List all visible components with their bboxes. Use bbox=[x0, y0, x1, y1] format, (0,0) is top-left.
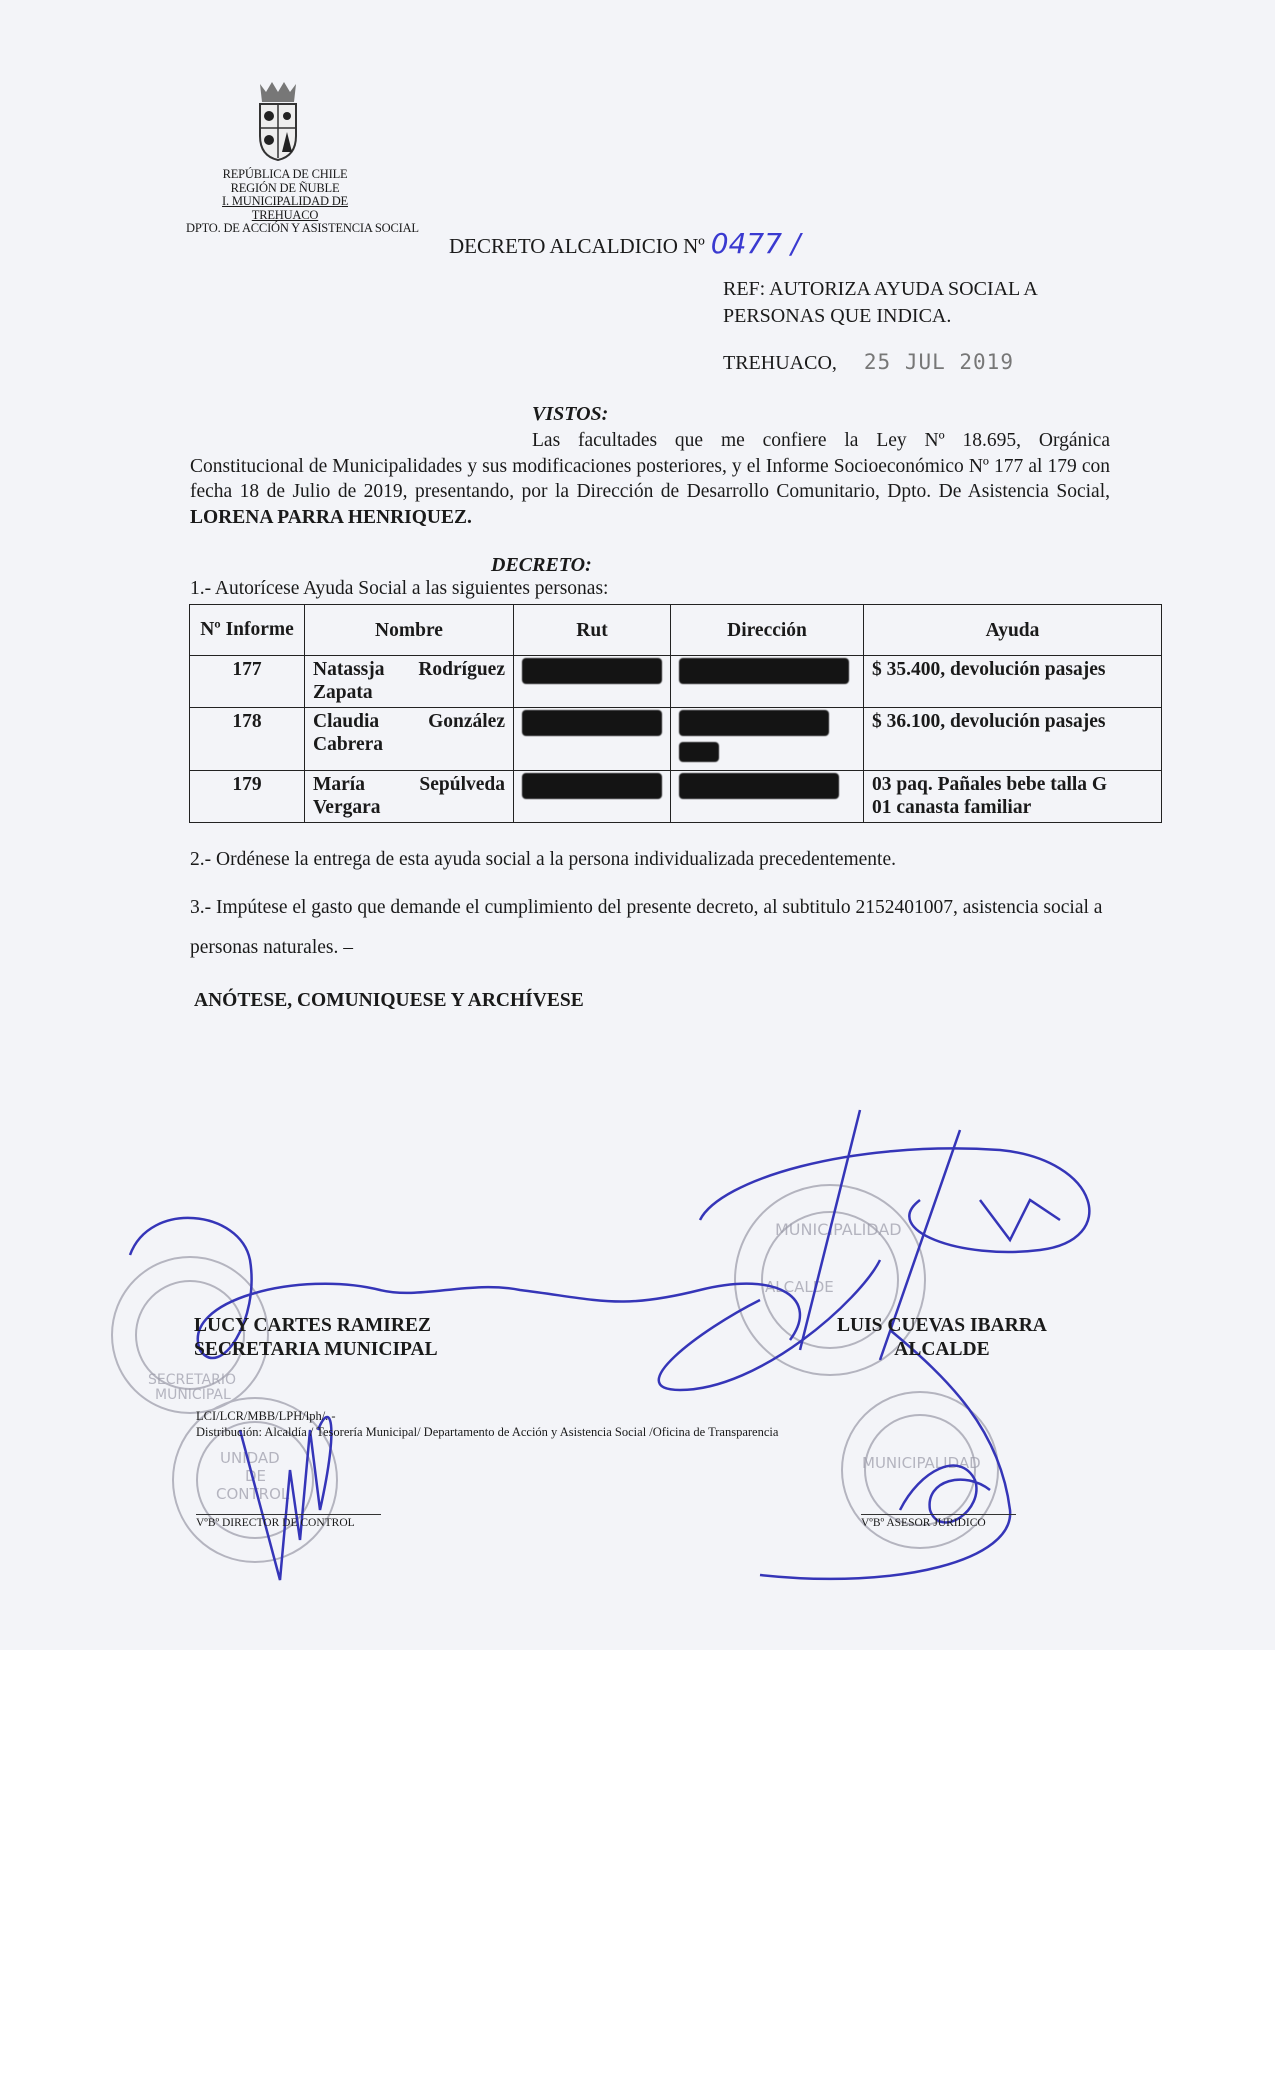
signature-block-secretaria bbox=[194, 1314, 438, 1362]
svg-text:UNIDAD: UNIDAD bbox=[220, 1449, 280, 1467]
table-row bbox=[190, 708, 1162, 771]
svg-text:MUNICIPALIDAD: MUNICIPALIDAD bbox=[862, 1454, 981, 1472]
nombre-line-2: Cabrera bbox=[313, 734, 384, 755]
beneficiaries-table bbox=[189, 604, 1162, 823]
distribution-list: Distribución: Alcaldía / Tesorería Municipal/ Departamento de Acción y Asistencia Social /Oficina de Transparencia bbox=[196, 1425, 779, 1439]
date-stamp: 25 JUL 2019 bbox=[863, 350, 1014, 374]
city: TREHUACO, bbox=[723, 352, 837, 374]
svg-text:CONTROL: CONTROL bbox=[216, 1485, 290, 1503]
letterhead bbox=[186, 167, 419, 236]
svg-text:MUNICIPALIDAD: MUNICIPALIDAD bbox=[775, 1220, 902, 1239]
cell-informe: 179 bbox=[190, 771, 305, 823]
cell-nombre bbox=[305, 656, 514, 708]
redaction-mark bbox=[522, 710, 662, 736]
redaction-mark bbox=[522, 773, 662, 799]
letterhead-region: REGIÓN DE ÑUBLE bbox=[230, 180, 340, 195]
cell-informe: 178 bbox=[190, 708, 305, 771]
table-header-row bbox=[190, 605, 1162, 656]
col-rut: Rut bbox=[514, 605, 671, 656]
municipal-crest-logo bbox=[254, 80, 302, 162]
cell-nombre bbox=[305, 771, 514, 823]
decree-title bbox=[449, 227, 800, 260]
ayuda-line-1: $ 36.100, devolución pasajes bbox=[872, 711, 1106, 732]
decreto-item-2: 2.- Ordénese la entrega de esta ayuda social a la persona individualizada precedentemente. bbox=[190, 849, 896, 870]
cell-direccion-redacted bbox=[671, 656, 864, 708]
vb-asesor-juridico: VºBº ASESOR JURIDICO bbox=[861, 1514, 1016, 1529]
nombre-line-1: María Sepúlveda bbox=[313, 774, 505, 795]
svg-text:SECRETARIO: SECRETARIO bbox=[148, 1372, 236, 1388]
nombre-line-1: Claudia González bbox=[313, 711, 505, 732]
vistos-name: LORENA PARRA HENRIQUEZ. bbox=[190, 506, 472, 528]
letterhead-municipality: I. MUNICIPALIDAD DE TREHUACO bbox=[222, 194, 348, 222]
ayuda-line-1: 03 paq. Pañales bebe talla G bbox=[872, 774, 1108, 795]
cell-rut-redacted bbox=[514, 771, 671, 823]
ayuda-line-2: 01 canasta familiar bbox=[872, 797, 1032, 818]
cell-ayuda bbox=[864, 708, 1162, 771]
cell-direccion-redacted bbox=[671, 708, 864, 771]
decreto-item-1: 1.- Autorícese Ayuda Social a las siguientes personas: bbox=[190, 578, 609, 599]
closing-formula: ANÓTESE, COMUNIQUESE Y ARCHÍVESE bbox=[194, 990, 584, 1011]
col-informe: Nº Informe bbox=[190, 605, 305, 656]
letterhead-department: DPTO. DE ACCIÓN Y ASISTENCIA SOCIAL bbox=[186, 221, 419, 235]
cell-rut-redacted bbox=[514, 708, 671, 771]
redaction-mark bbox=[679, 658, 849, 684]
vistos-text: Las facultades que me confiere la Ley Nº 18.695, Orgánica Constitucional de Municipalidades y sus modificaciones posteriores, y el Informe Socioeconómico Nº 177 al 179 con fecha 18 de Julio de 2019, presentando, por la Dirección de Desarrollo Comunitario, Dpto. De Asistencia Social, bbox=[190, 430, 1110, 502]
redaction-mark bbox=[679, 742, 719, 762]
ayuda-line-1: $ 35.400, devolución pasajes bbox=[872, 659, 1106, 680]
vb-director-control: VºBº DIRECTOR DE CONTROL bbox=[196, 1514, 381, 1529]
cell-informe: 177 bbox=[190, 656, 305, 708]
svg-text:ALCALDE: ALCALDE bbox=[765, 1278, 834, 1296]
signer-name-left: LUCY CARTES RAMIREZ bbox=[194, 1315, 431, 1336]
svg-text:DE: DE bbox=[245, 1467, 267, 1485]
reference-line-2: PERSONAS QUE INDICA. bbox=[723, 305, 952, 327]
redaction-mark bbox=[679, 773, 839, 799]
signer-role-right: ALCALDE bbox=[894, 1339, 990, 1360]
reference-line-1: REF: AUTORIZA AYUDA SOCIAL A bbox=[723, 278, 1038, 300]
initials: LCI/LCR/MBB/LPH/lph/. - bbox=[196, 1409, 336, 1423]
redaction-mark bbox=[522, 658, 662, 684]
decree-number-handwritten: 0477 / bbox=[710, 227, 801, 260]
vistos-heading: VISTOS: bbox=[532, 403, 609, 425]
decreto-heading: DECRETO: bbox=[491, 554, 592, 576]
cell-ayuda bbox=[864, 656, 1162, 708]
table-row bbox=[190, 771, 1162, 823]
signer-role-left: SECRETARIA MUNICIPAL bbox=[194, 1339, 438, 1360]
signer-name-right: LUIS CUEVAS IBARRA bbox=[837, 1315, 1047, 1336]
table-row bbox=[190, 656, 1162, 708]
cell-nombre bbox=[305, 708, 514, 771]
decreto-item-3: 3.- Impútese el gasto que demande el cumplimiento del presente decreto, al subtitulo 2152401007, asistencia social a personas naturales. – bbox=[190, 897, 1103, 958]
place-date bbox=[723, 350, 1014, 375]
reference bbox=[723, 276, 1038, 330]
col-nombre: Nombre bbox=[305, 605, 514, 656]
col-ayuda: Ayuda bbox=[864, 605, 1162, 656]
nombre-line-2: Zapata bbox=[313, 682, 373, 703]
nombre-line-2: Vergara bbox=[313, 797, 381, 818]
redaction-mark bbox=[679, 710, 829, 736]
vistos-paragraph bbox=[190, 428, 1110, 530]
cell-rut-redacted bbox=[514, 656, 671, 708]
col-direccion: Dirección bbox=[671, 605, 864, 656]
signature-block-alcalde bbox=[837, 1314, 1047, 1362]
cell-ayuda bbox=[864, 771, 1162, 823]
nombre-line-1: Natassja Rodríguez bbox=[313, 659, 505, 680]
letterhead-country: REPÚBLICA DE CHILE bbox=[222, 167, 348, 181]
cell-direccion-redacted bbox=[671, 771, 864, 823]
svg-text:MUNICIPAL: MUNICIPAL bbox=[155, 1387, 231, 1403]
decree-title-label: DECRETO ALCALDICIO Nº bbox=[449, 234, 705, 258]
